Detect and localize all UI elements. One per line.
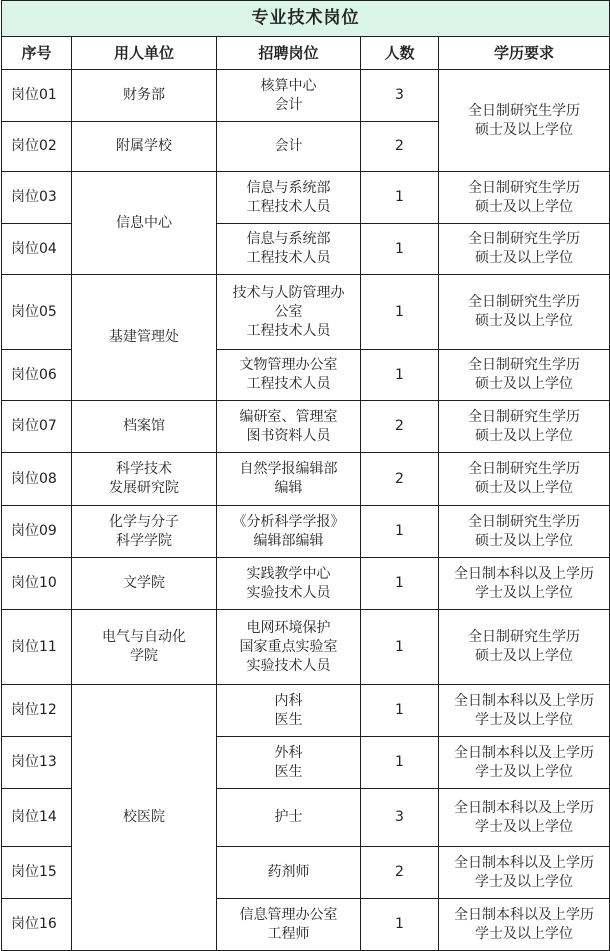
table-row <box>2 453 610 506</box>
row-position: 会计 <box>217 122 361 172</box>
row-id: 岗位09 <box>2 506 72 558</box>
row-count: 1 <box>361 558 439 610</box>
header-index: 序号 <box>2 37 72 70</box>
row-unit: 校医院 <box>72 685 217 951</box>
row-education: 全日制本科以及上学历 学士及以上学位 <box>439 899 610 951</box>
row-education: 全日制研究生学历 硕士及以上学位 <box>439 610 610 685</box>
table-row <box>2 610 610 685</box>
row-id: 岗位07 <box>2 401 72 453</box>
row-id: 岗位08 <box>2 453 72 506</box>
row-unit: 科学技术 发展研究院 <box>72 453 217 506</box>
row-education: 全日制本科以及上学历 学士及以上学位 <box>439 558 610 610</box>
row-id: 岗位06 <box>2 350 72 401</box>
row-count: 3 <box>361 789 439 847</box>
row-unit: 化学与分子 科学学院 <box>72 506 217 558</box>
row-count: 2 <box>361 453 439 506</box>
row-unit: 基建管理处 <box>72 275 217 401</box>
row-education: 全日制本科以及上学历 学士及以上学位 <box>439 847 610 899</box>
job-table-container <box>1 0 609 951</box>
row-unit: 档案馆 <box>72 401 217 453</box>
row-count: 2 <box>361 401 439 453</box>
row-education: 全日制研究生学历 硕士及以上学位 <box>439 506 610 558</box>
row-count: 2 <box>361 122 439 172</box>
table-row <box>2 275 610 350</box>
header-row <box>2 37 610 70</box>
table-row <box>2 172 610 224</box>
header-unit: 用人单位 <box>72 37 217 70</box>
row-position: 电网环境保护 国家重点实验室 实验技术人员 <box>217 610 361 685</box>
row-count: 1 <box>361 506 439 558</box>
row-education: 全日制本科以及上学历 学士及以上学位 <box>439 789 610 847</box>
row-education: 全日制研究生学历 硕士及以上学位 <box>439 224 610 275</box>
row-unit: 财务部 <box>72 70 217 122</box>
row-id: 岗位11 <box>2 610 72 685</box>
row-position: 技术与人防管理办 公室 工程技术人员 <box>217 275 361 350</box>
row-education: 全日制研究生学历 硕士及以上学位 <box>439 172 610 224</box>
row-count: 1 <box>361 737 439 789</box>
row-count: 1 <box>361 350 439 401</box>
title-row <box>2 1 610 37</box>
row-id: 岗位04 <box>2 224 72 275</box>
row-id: 岗位02 <box>2 122 72 172</box>
row-id: 岗位05 <box>2 275 72 350</box>
table-row <box>2 685 610 737</box>
row-position: 信息管理办公室 工程师 <box>217 899 361 951</box>
row-unit: 文学院 <box>72 558 217 610</box>
row-position: 《分析科学学报》 编辑部编辑 <box>217 506 361 558</box>
row-position: 内科 医生 <box>217 685 361 737</box>
row-count: 3 <box>361 70 439 122</box>
row-id: 岗位10 <box>2 558 72 610</box>
row-id: 岗位12 <box>2 685 72 737</box>
row-id: 岗位14 <box>2 789 72 847</box>
row-education: 全日制研究生学历 硕士及以上学位 <box>439 275 610 350</box>
row-id: 岗位16 <box>2 899 72 951</box>
row-position: 核算中心 会计 <box>217 70 361 122</box>
row-position: 文物管理办公室 工程技术人员 <box>217 350 361 401</box>
row-unit: 附属学校 <box>72 122 217 172</box>
row-count: 1 <box>361 899 439 951</box>
row-count: 1 <box>361 224 439 275</box>
header-education: 学历要求 <box>439 37 610 70</box>
row-count: 1 <box>361 172 439 224</box>
row-count: 1 <box>361 685 439 737</box>
row-id: 岗位13 <box>2 737 72 789</box>
table-title: 专业技术岗位 <box>2 1 610 37</box>
row-id: 岗位01 <box>2 70 72 122</box>
row-position: 外科 医生 <box>217 737 361 789</box>
row-education: 全日制本科以及上学历 学士及以上学位 <box>439 737 610 789</box>
row-position: 信息与系统部 工程技术人员 <box>217 172 361 224</box>
row-education: 全日制研究生学历 硕士及以上学位 <box>439 453 610 506</box>
row-id: 岗位03 <box>2 172 72 224</box>
row-count: 1 <box>361 275 439 350</box>
row-position: 信息与系统部 工程技术人员 <box>217 224 361 275</box>
row-position: 药剂师 <box>217 847 361 899</box>
row-position: 护士 <box>217 789 361 847</box>
row-education: 全日制研究生学历 硕士及以上学位 <box>439 70 610 172</box>
row-education: 全日制本科以及上学历 学士及以上学位 <box>439 685 610 737</box>
row-position: 实践教学中心 实验技术人员 <box>217 558 361 610</box>
header-count: 人数 <box>361 37 439 70</box>
row-unit: 信息中心 <box>72 172 217 275</box>
table-row <box>2 70 610 122</box>
table-row <box>2 506 610 558</box>
row-education: 全日制研究生学历 硕士及以上学位 <box>439 350 610 401</box>
job-table <box>1 0 610 951</box>
row-education: 全日制研究生学历 硕士及以上学位 <box>439 401 610 453</box>
row-unit: 电气与自动化 学院 <box>72 610 217 685</box>
row-count: 2 <box>361 847 439 899</box>
row-position: 编研室、管理室 图书资料人员 <box>217 401 361 453</box>
row-count: 1 <box>361 610 439 685</box>
header-position: 招聘岗位 <box>217 37 361 70</box>
row-id: 岗位15 <box>2 847 72 899</box>
table-row <box>2 401 610 453</box>
row-position: 自然学报编辑部 编辑 <box>217 453 361 506</box>
table-row <box>2 558 610 610</box>
